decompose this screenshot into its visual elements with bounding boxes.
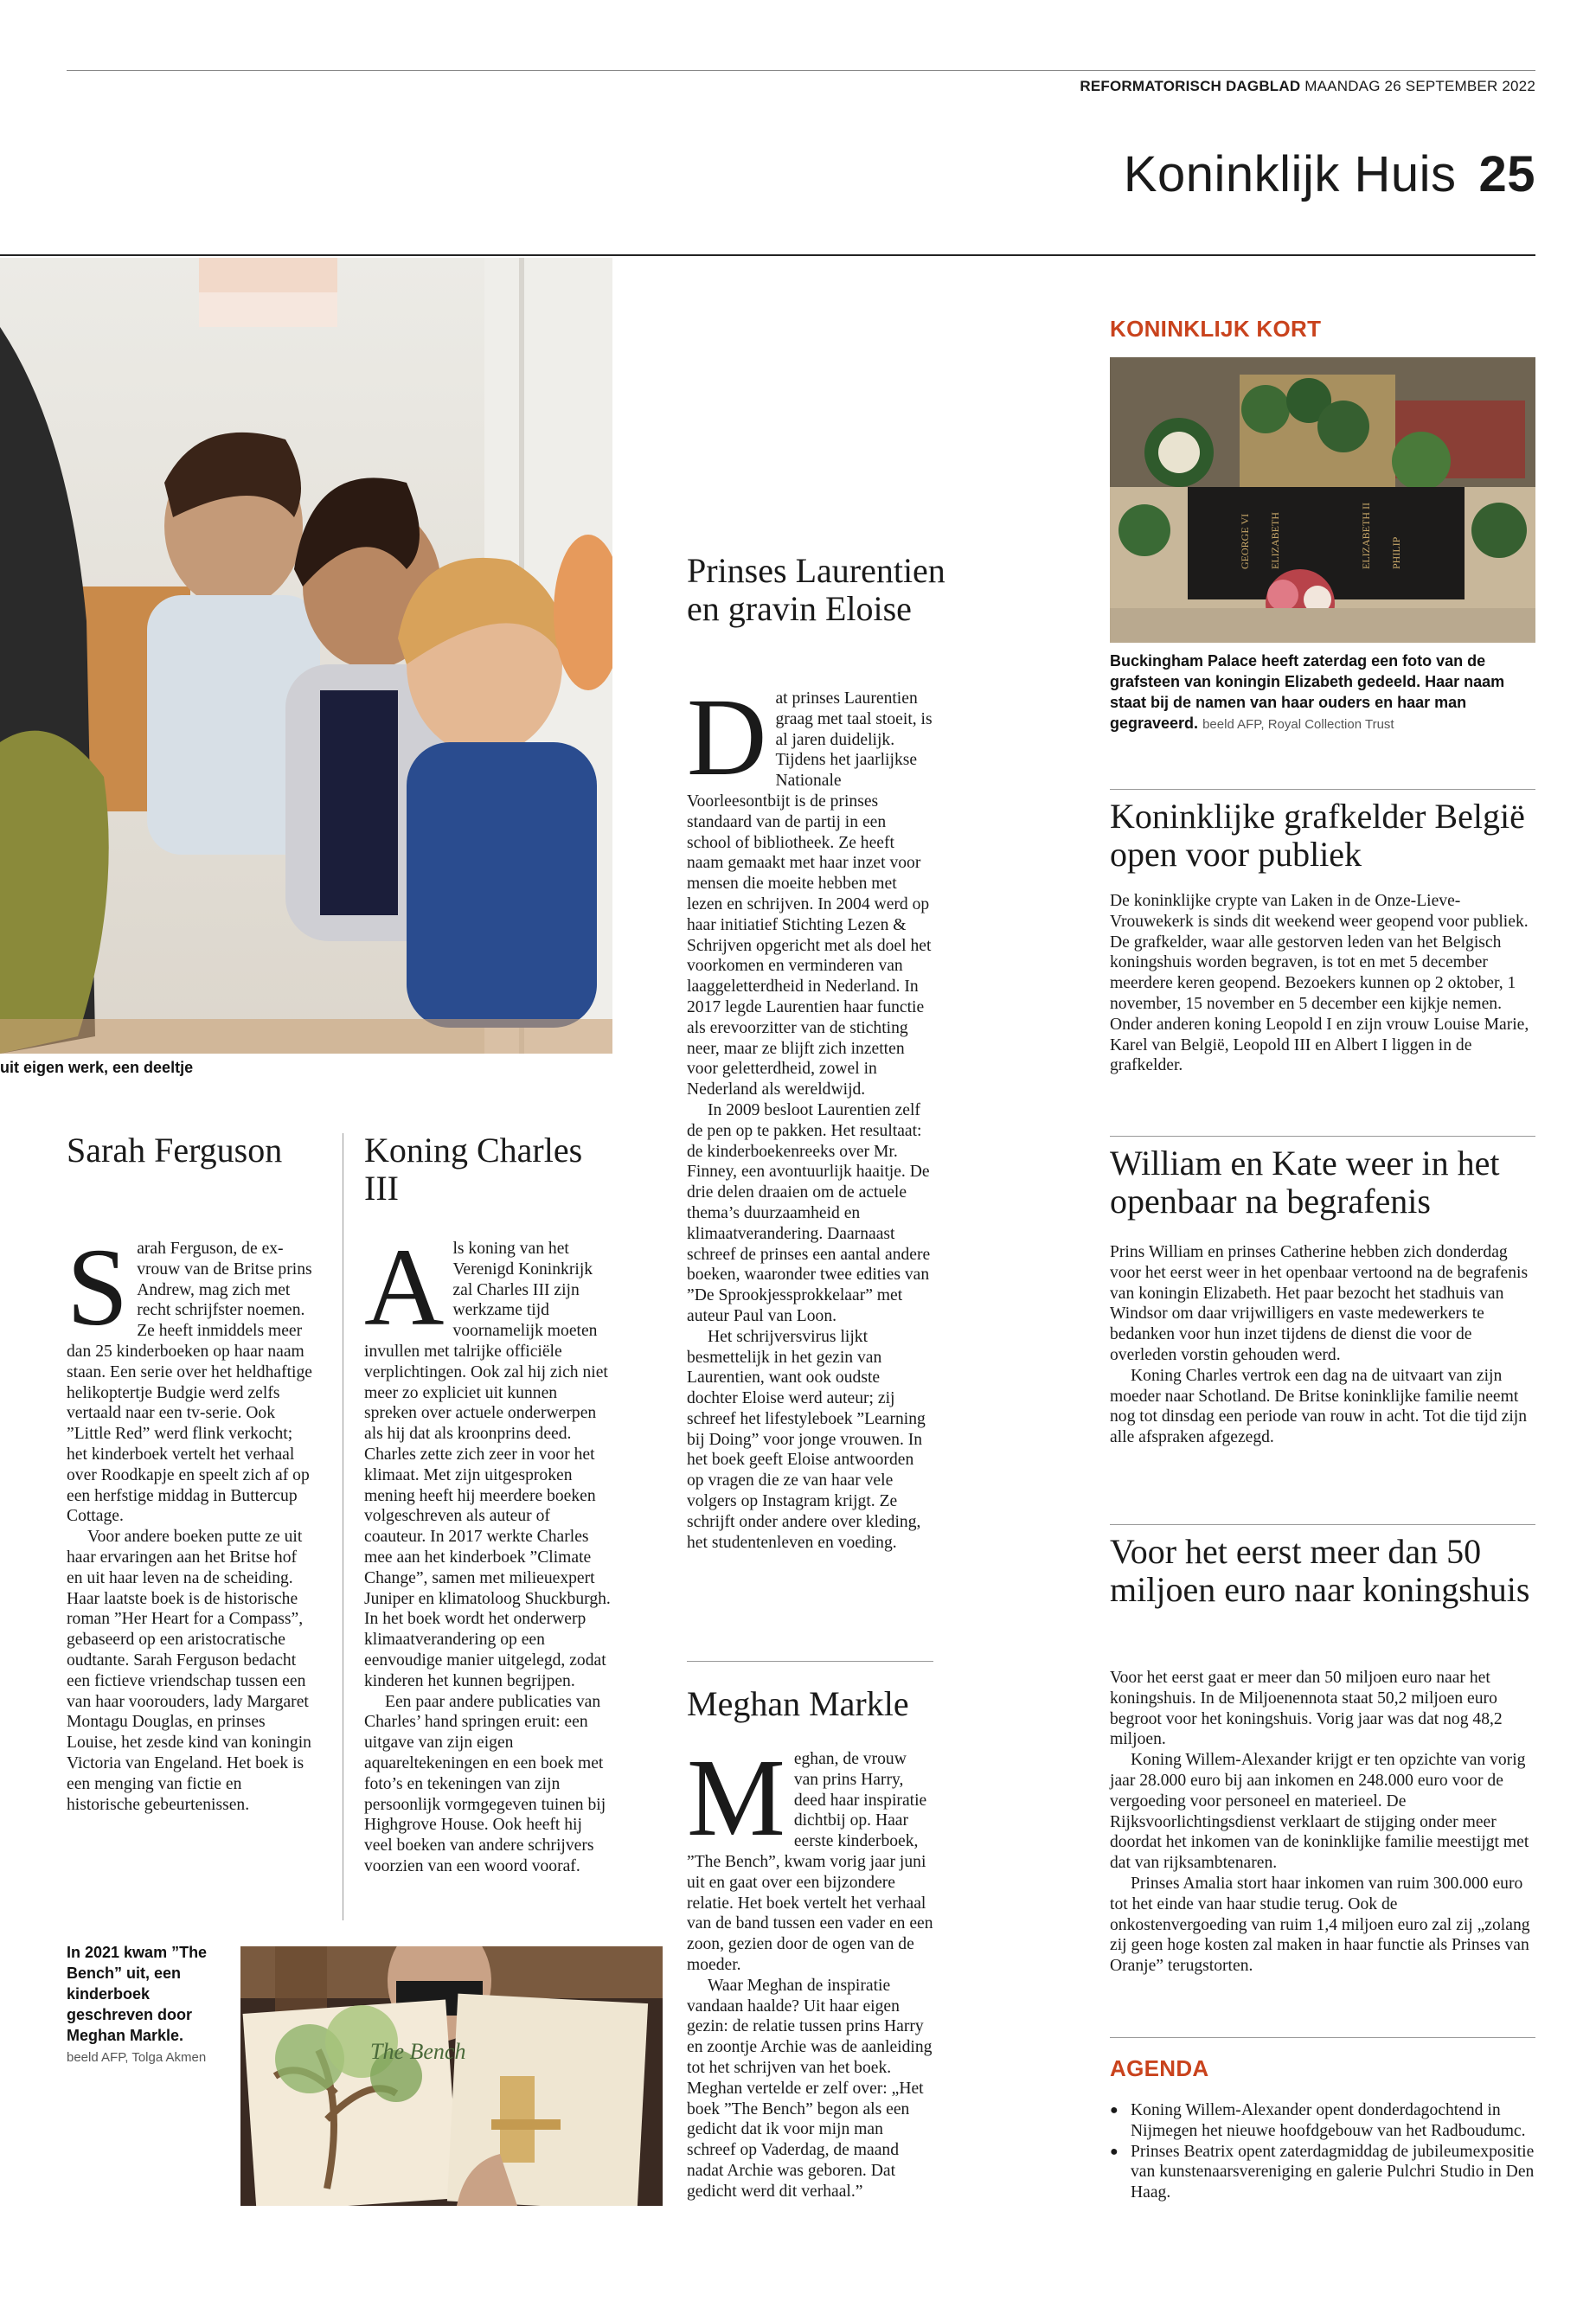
meghan-article	[687, 1736, 934, 2202]
miljoen-paragraph-2: Koning Willem-Alexander krijgt er ten opzichte van vorig jaar 28.000 euro bij aan inkomen en 248.000 euro voor de vergoeding voor personeel en materieel. De Rijksvoorlichtingsdienst verklaart de stijging onder meer doordat het inkomen van de koninklijke familie meestijgt met dat van rijksambtenaren.	[1110, 1751, 1529, 1873]
crypte-heading: Koninklijke grafkelder België open voor publiek	[1110, 797, 1525, 874]
laurentien-paragraph-2: In 2009 besloot Laurentien zelf de pen op te pakken. Het resultaat: de kinderboekenreeks over Mr. Finney, een avontuurlijk haaitje. De drie delen draaien om de actuele thema’s duurzaamheid en klimaatverandering. Daarnaast schreef de prinses een aantal andere boeken, waaronder twee edities van ”De Sprookjessprokkelaar” met auteur Paul van Loon.	[687, 1100, 931, 1325]
section-title	[1124, 145, 1535, 203]
page-number: 25	[1478, 146, 1535, 202]
section-name: Koninklijk Huis	[1123, 146, 1457, 202]
meghan-paragraph-1: eghan, de vrouw van prins Harry, deed haar inspiratie dichtbij op. Haar eerste kinderboek, ”The Bench”, kwam vorig jaar juni uit en gaat over een bijzondere relatie. Het boek vertelt het verhaal van de band tussen een vader en een zoon, gezien door de ogen van de moeder.	[687, 1750, 933, 1974]
top-rule	[67, 70, 1535, 71]
bench-photo-image	[240, 1946, 663, 2206]
agenda-list	[1110, 2100, 1535, 2203]
laurentien-drop-cap: D	[687, 676, 767, 798]
bench-caption	[67, 1942, 214, 2068]
agenda-label: AGENDA	[1110, 2055, 1209, 2081]
charles-article	[364, 1226, 612, 1877]
bench-book-title: The Bench	[370, 2039, 466, 2064]
header-rule	[0, 254, 1535, 256]
bench-caption-text: In 2021 kwam ”The Bench” uit, een kinderboek geschreven door Meghan Markle.	[67, 1944, 208, 2044]
meghan-heading: Meghan Markle	[687, 1684, 909, 1723]
laurentien-paragraph-3: Het schrijversvirus lijkt besmettelijk in het gezin van Laurentien, want ook oudste dochter Eloise werd auteur; zij schreef het lifestyleboek ”Learning bij Doing” voor jonge vrouwen. In het boek geeft Eloise antwoorden op vragen die ze van haar vele volgers op Instagram krijgt. Ze schrijft onder andere over kleding, het studentenleven en voeding.	[687, 1327, 926, 1552]
grafsteen-photo	[1110, 357, 1535, 643]
william-article	[1110, 1242, 1535, 1448]
crypte-article	[1110, 891, 1535, 1076]
children-reading-photo	[0, 258, 612, 1054]
miljoen-article	[1110, 1668, 1535, 1977]
miljoen-divider	[1110, 1524, 1535, 1525]
charles-paragraph-2: Een paar andere publicaties van Charles’ hand springen eruit: een uitgave van zijn eigen aquareltekeningen en een boek met foto’s en tekeningen van zijn persoonlijk vormgegeven tuinen bij Highgrove House. Ook heeft hij veel boeken van andere schrijvers voorzien van een woord vooraf.	[364, 1692, 606, 1875]
charles-heading: Koning Charles III	[364, 1131, 583, 1208]
laurentien-paragraph-1: at prinses Laurentien graag met taal stoeit, is al jaren duidelijk. Tijdens het jaarlijkse Nationale Voorleesontbijt is de prinses standaard van de partij in een school of bibliotheek. Ze heeft naam gemaakt met haar inzet voor mensen die moeite hebben met lezen en schrijven. In 2004 werd op haar initiatief Stichting Lezen & Schrijven opgericht met als doel het voorkomen en verminderen van laaggeletterdheid in Nederland. In 2017 legde Laurentien haar functie als erevoorzitter van de stichting neer, maar ze blijft zich inzetten voor geletterdheid, zowel in Nederland als wereldwijd.	[687, 689, 933, 1099]
masthead	[1080, 78, 1535, 95]
issue-date: MAANDAG 26 SEPTEMBER 2022	[1304, 78, 1535, 94]
koninklijk-kort-label: KONINKLIJK KORT	[1110, 316, 1322, 342]
miljoen-paragraph-1: Voor het eerst gaat er meer dan 50 miljoen euro naar het koningshuis. In de Miljoenennota staat 50,2 miljoen euro begroot voor het koningshuis. Vorig jaar was dat nog 48,2 miljoen.	[1110, 1669, 1503, 1749]
laurentien-article	[687, 676, 934, 1553]
meghan-drop-cap: M	[687, 1736, 785, 1859]
william-heading: William en Kate weer in het openbaar na begrafenis	[1110, 1144, 1500, 1221]
william-paragraph-1: Prins William en prinses Catherine hebben zich donderdag voor het eerst weer in het openbaar vertoond na de begrafenis van koningin Elizabeth. Het paar bezocht het stadhuis van Windsor om daar vrijwilligers en vaste medewerkers te bedanken voor hun inzet tijdens de dienst die voor de overleden vorstin gehouden werd.	[1110, 1243, 1529, 1364]
grafsteen-image	[1110, 357, 1535, 643]
stone-name-1: GEORGE VI	[1239, 513, 1251, 569]
paper-name: REFORMATORISCH DAGBLAD	[1080, 78, 1301, 94]
agenda-item-1: ● Koning Willem-Alexander opent donderdagochtend in Nijmegen het nieuwe hoofdgebouw van het Radboudumc.	[1110, 2100, 1535, 2142]
meghan-divider	[687, 1661, 933, 1662]
grafsteen-caption-text: Buckingham Palace heeft zaterdag een foto van de grafsteen van koningin Elizabeth gedeeld. Haar naam staat bij de namen van haar ouders en haar man gegraveerd.	[1110, 652, 1505, 732]
sarah-paragraph-1: arah Ferguson, de ex-vrouw van de Britse prins Andrew, mag zich met recht schrijfster noemen. Ze heeft inmiddels meer dan 25 kinderboeken op haar naam staan. Een serie over het heldhaftige helikoptertje Budgie werd zelfs vertaald naar een tv-serie. Ook ”Little Red” werd flink verkocht; het kinderboek vertelt het verhaal over Roodkapje en speelt zich af op een herfstige middag in Buttercup Cottage.	[67, 1240, 312, 1526]
meghan-paragraph-2: Waar Meghan de inspiratie vandaan haalde? Uit haar eigen gezin: de relatie tussen prins Harry en zoontje Archie was de aanleiding tot het schrijven van het boek. Meghan vertelde er zelf over: „Het boek ”The Bench” begon als een gedicht dat ik voor mijn man schreef op Vaderdag, de maand nadat Archie was geboren. Dat gedicht werd dit verhaal.”	[687, 1976, 933, 2201]
bench-credit: beeld AFP, Tolga Akmen	[67, 2050, 207, 2065]
william-paragraph-2: Koning Charles vertrok een dag na de uitvaart van zijn moeder naar Schotland. De Britse koninklijke familie neemt nog tot dinsdag een periode van rouw in acht. Tot die tijd zijn alle afspraken afgezegd.	[1110, 1366, 1528, 1447]
crypte-paragraph-1: De koninklijke crypte van Laken in de Onze-Lieve-Vrouwekerk is sinds dit weekend weer geopend voor publiek. De grafkelder, waar alle gestorven leden van het Belgisch koningshuis worden begraven, is tot en met 5 december meerdere keren geopend. Bezoekers kunnen op 2 oktober, 1 november, 15 november en 5 december een kijkje nemen. Onder anderen koning Leopold I en zijn vrouw Louise Marie, Karel van België, Leopold III en Albert I liggen in de grafkelder.	[1110, 892, 1529, 1075]
miljoen-heading: Voor het eerst meer dan 50 miljoen euro naar koningshuis	[1110, 1532, 1530, 1609]
main-photo-caption: uit eigen werk, een deeltje	[0, 1059, 194, 1076]
charles-paragraph-1: ls koning van het Verenigd Koninkrijk zal Charles III zijn werkzame tijd voornamelijk moeten invullen met talrijke officiële verplichtingen. Ook zal hij zich niet meer zo expliciet uit kunnen spreken over actuele onderwerpen als hij dat als kroonprins deed. Charles zette zich zeer in voor het klimaat. Met zijn uitgesproken mening heeft hij meerdere boeken volgeschreven als auteur of coauteur. In 2017 werkte Charles mee aan het kinderboek ”Climate Change”, samen met milieuexpert Juniper en klimatoloog Shuckburgh. In het boek wordt het onderwerp klimaatverandering op een eenvoudige manier uitgelegd, zodat kinderen het kunnen begrijpen.	[364, 1240, 611, 1690]
laurentien-heading: Prinses Laurentien en gravin Eloise	[687, 551, 945, 628]
grafsteen-caption	[1110, 651, 1535, 735]
stone-name-3: ELIZABETH II	[1360, 503, 1372, 569]
stone-name-2: ELIZABETH	[1269, 512, 1281, 569]
agenda-divider	[1110, 2037, 1535, 2038]
charles-drop-cap: A	[364, 1226, 445, 1349]
the-bench-photo	[240, 1946, 663, 2206]
sarah-article	[67, 1226, 314, 1815]
sarah-heading: Sarah Ferguson	[67, 1131, 283, 1170]
william-divider	[1110, 1136, 1535, 1137]
stone-name-4: PHILIP	[1390, 536, 1402, 569]
agenda-item-2: ● Prinses Beatrix opent zaterdagmiddag de jubileumexpositie van kunstenaarsvereniging en galerie Pulchri Studio in Den Haag.	[1110, 2142, 1535, 2203]
children-photo-image	[0, 258, 612, 1054]
crypte-divider	[1110, 789, 1535, 790]
miljoen-paragraph-3: Prinses Amalia stort haar inkomen van ruim 300.000 euro tot het einde van haar studie terug. Ook de onkostenvergoeding van ruim 1,4 miljoen euro zal zij „zolang zij geen hoge kosten zal maken in haar functie als Prinses van Oranje” terugstorten.	[1110, 1874, 1530, 1976]
sarah-paragraph-2: Voor andere boeken putte ze uit haar ervaringen aan het Britse hof en uit haar leven na de scheiding. Haar laatste boek is de historische roman ”Her Heart for a Compass”, gebaseerd op een aristocratische oudtante. Sarah Ferguson bedacht een fictieve vriendschap tussen een van haar voorouders, lady Margaret Montagu Douglas, en prinses Louise, het zesde kind van koningin Victoria van Engeland. Het boek is een menging van fictie en historische gebeurtenissen.	[67, 1528, 311, 1814]
grafsteen-credit: beeld AFP, Royal Collection Trust	[1202, 717, 1394, 732]
sarah-drop-cap: S	[67, 1226, 129, 1349]
